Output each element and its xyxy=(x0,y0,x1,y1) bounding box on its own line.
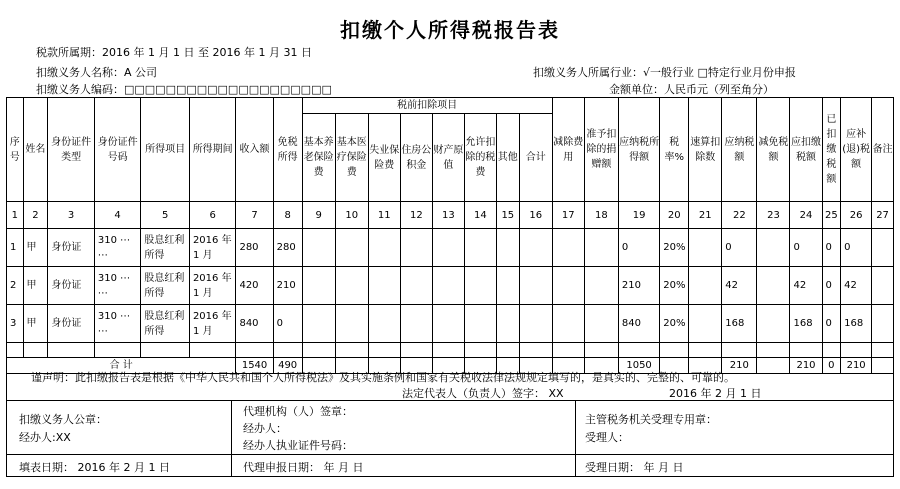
table-cell xyxy=(872,343,894,358)
withholder-code: 扣缴义务人编码：□□□□□□□□□□□□□□□□□□□□ xyxy=(36,83,332,96)
cell-exempt: 0 xyxy=(273,305,302,343)
declaration-area xyxy=(6,367,894,401)
cell-tax: 168 xyxy=(722,305,757,343)
cell-id-type: 身份证 xyxy=(48,229,95,267)
cell-withhold: 42 xyxy=(790,267,822,305)
form-title: 扣缴个人所得税报告表 xyxy=(340,18,560,42)
total-tax: 210 xyxy=(722,358,757,374)
table-cell xyxy=(464,267,496,305)
table-cell xyxy=(335,267,368,305)
table-cell xyxy=(757,267,790,305)
table-cell xyxy=(519,267,552,305)
table-cell xyxy=(584,305,618,343)
table-cell xyxy=(335,229,368,267)
withholder-industry: 扣缴义务人所属行业：√一般行业 □特定行业月份申报 xyxy=(533,66,796,79)
table-cell xyxy=(689,343,722,358)
column-number: 19 xyxy=(618,202,659,229)
table-cell xyxy=(368,305,400,343)
cell-taxable: 840 xyxy=(618,305,659,343)
table-cell xyxy=(552,343,584,358)
total-income: 1540 xyxy=(236,358,273,374)
table-cell xyxy=(757,343,790,358)
table-cell xyxy=(496,305,519,343)
cell-tax: 0 xyxy=(722,229,757,267)
total-label: 合 计 xyxy=(7,358,236,374)
table-cell xyxy=(584,343,618,358)
table-cell xyxy=(790,343,822,358)
column-number: 4 xyxy=(94,202,141,229)
table-cell xyxy=(302,343,335,358)
table-cell xyxy=(236,343,273,358)
cell-taxable: 0 xyxy=(618,229,659,267)
column-number: 20 xyxy=(660,202,689,229)
table-cell xyxy=(552,305,584,343)
column-number: 23 xyxy=(757,202,790,229)
table-cell xyxy=(757,305,790,343)
legal-rep-signature: 法定代表人（负责人）签字： XX xyxy=(402,387,564,400)
total-exempt: 490 xyxy=(273,358,302,374)
table-cell xyxy=(464,229,496,267)
withholder-seal: 扣缴义务人公章： xyxy=(19,413,107,426)
table-cell xyxy=(689,305,722,343)
column-header: 序号 xyxy=(7,98,24,202)
cell-id-no: 310 ⋯ ⋯ xyxy=(94,305,141,343)
table-cell xyxy=(432,343,464,358)
column-number: 12 xyxy=(400,202,432,229)
date-area xyxy=(6,455,894,477)
table-cell xyxy=(689,267,722,305)
cell-seq: 2 xyxy=(7,267,24,305)
column-header: 准予扣除的捐赠额 xyxy=(584,98,618,202)
table-cell xyxy=(757,229,790,267)
column-number: 16 xyxy=(519,202,552,229)
column-header: 速算扣除数 xyxy=(689,98,722,202)
cell-tax: 42 xyxy=(722,267,757,305)
cell-exempt: 280 xyxy=(273,229,302,267)
column-number: 18 xyxy=(584,202,618,229)
column-header: 基本养老保险费 xyxy=(302,114,335,202)
cell-paid: 0 xyxy=(822,305,841,343)
cell-name: 甲 xyxy=(23,267,48,305)
table-cell xyxy=(660,343,689,358)
total-taxable: 1050 xyxy=(618,358,659,374)
cell-paid: 0 xyxy=(822,229,841,267)
agency-date: 代理申报日期： 年 月 日 xyxy=(243,461,364,474)
table-cell xyxy=(464,343,496,358)
column-header: 基本医疗保险费 xyxy=(335,114,368,202)
column-number: 27 xyxy=(872,202,894,229)
column-number: 9 xyxy=(302,202,335,229)
authority-receiver: 受理人： xyxy=(585,431,629,444)
table-cell xyxy=(519,343,552,358)
table-cell xyxy=(519,229,552,267)
table-cell xyxy=(618,343,659,358)
cell-name: 甲 xyxy=(23,305,48,343)
declaration-text: 谨声明：此扣缴报告表是根据《中华人民共和国个人所得税法》及其实施条例和国家有关税收法律法规规定填写的，是真实的、完整的、可靠的。 xyxy=(31,371,735,384)
column-number: 22 xyxy=(722,202,757,229)
table-cell xyxy=(552,229,584,267)
table-cell xyxy=(302,229,335,267)
cell-due: 168 xyxy=(841,305,872,343)
table-cell xyxy=(496,229,519,267)
table-cell xyxy=(841,343,872,358)
table-cell xyxy=(368,267,400,305)
fill-date: 填表日期： 2016 年 2 月 1 日 xyxy=(19,461,170,474)
table-cell xyxy=(94,343,141,358)
total-due: 210 xyxy=(841,358,872,374)
column-header: 所得期间 xyxy=(189,98,236,202)
currency-unit: 金额单位：人民币元（列至角分） xyxy=(609,83,774,96)
cell-period: 2016 年 1 月 xyxy=(189,229,236,267)
withholder-name: 扣缴义务人名称：A 公司 xyxy=(36,66,158,79)
table-cell xyxy=(722,343,757,358)
column-number: 5 xyxy=(141,202,190,229)
column-header: 姓名 xyxy=(23,98,48,202)
cell-item: 股息红利所得 xyxy=(141,229,190,267)
table-cell xyxy=(400,229,432,267)
column-number: 8 xyxy=(273,202,302,229)
table-cell xyxy=(872,267,894,305)
cell-withhold: 168 xyxy=(790,305,822,343)
total-paid: 0 xyxy=(822,358,841,374)
column-number: 7 xyxy=(236,202,273,229)
table-row xyxy=(7,267,894,305)
column-header: 应扣缴税额 xyxy=(790,98,822,202)
table-cell xyxy=(400,305,432,343)
cell-name: 甲 xyxy=(23,229,48,267)
agency-handler: 经办人： xyxy=(243,422,287,435)
table-cell xyxy=(189,343,236,358)
table-cell xyxy=(273,343,302,358)
column-number: 11 xyxy=(368,202,400,229)
cell-id-no: 310 ⋯ ⋯ xyxy=(94,229,141,267)
tax-period: 税款所属期：2016 年 1 月 1 日 至 2016 年 1 月 31 日 xyxy=(36,46,312,59)
column-header: 合计 xyxy=(519,114,552,202)
column-header: 收入额 xyxy=(236,98,273,202)
cell-rate: 20% xyxy=(660,267,689,305)
column-header: 身份证件号码 xyxy=(94,98,141,202)
column-header: 减免税额 xyxy=(757,98,790,202)
table-cell xyxy=(552,267,584,305)
cell-item: 股息红利所得 xyxy=(141,267,190,305)
table-cell xyxy=(432,305,464,343)
authority-seal: 主管税务机关受理专用章： xyxy=(585,413,717,426)
table-cell xyxy=(48,343,95,358)
table-cell xyxy=(496,343,519,358)
table-cell xyxy=(302,305,335,343)
table-cell xyxy=(23,343,48,358)
table-cell xyxy=(872,305,894,343)
cell-period: 2016 年 1 月 xyxy=(189,305,236,343)
column-header: 身份证件类型 xyxy=(48,98,95,202)
column-number: 15 xyxy=(496,202,519,229)
signature-area xyxy=(6,401,894,455)
table-cell xyxy=(432,229,464,267)
column-number: 13 xyxy=(432,202,464,229)
table-cell xyxy=(519,305,552,343)
cell-income: 840 xyxy=(236,305,273,343)
column-header: 备注 xyxy=(872,98,894,202)
cell-rate: 20% xyxy=(660,229,689,267)
column-number: 25 xyxy=(822,202,841,229)
column-header: 应纳税所得额 xyxy=(618,98,659,202)
cell-item: 股息红利所得 xyxy=(141,305,190,343)
agency-cert: 经办人执业证件号码： xyxy=(243,439,353,452)
table-cell xyxy=(432,267,464,305)
column-header: 已扣缴税额 xyxy=(822,98,841,202)
cell-exempt: 210 xyxy=(273,267,302,305)
accept-date: 受理日期： 年 月 日 xyxy=(585,461,684,474)
column-header: 应补(退)税额 xyxy=(841,98,872,202)
column-number: 10 xyxy=(335,202,368,229)
table-cell xyxy=(302,267,335,305)
table-cell xyxy=(872,229,894,267)
column-number: 26 xyxy=(841,202,872,229)
table-cell xyxy=(400,343,432,358)
column-header: 财产原值 xyxy=(432,114,464,202)
table-row xyxy=(7,229,894,267)
legal-rep-date: 2016 年 2 月 1 日 xyxy=(669,387,762,400)
cell-id-type: 身份证 xyxy=(48,267,95,305)
table-row xyxy=(7,305,894,343)
column-header: 失业保险费 xyxy=(368,114,400,202)
column-number: 3 xyxy=(48,202,95,229)
column-header: 减除费用 xyxy=(552,98,584,202)
column-header: 应纳税额 xyxy=(722,98,757,202)
column-header: 其他 xyxy=(496,114,519,202)
cell-id-type: 身份证 xyxy=(48,305,95,343)
column-number: 24 xyxy=(790,202,822,229)
table-cell xyxy=(822,343,841,358)
column-header: 住房公积金 xyxy=(400,114,432,202)
table-cell xyxy=(584,229,618,267)
table-cell xyxy=(496,267,519,305)
table-cell xyxy=(335,305,368,343)
table-cell xyxy=(7,343,24,358)
column-number: 6 xyxy=(189,202,236,229)
total-withhold: 210 xyxy=(790,358,822,374)
table-cell xyxy=(689,229,722,267)
column-number: 1 xyxy=(7,202,24,229)
column-header: 免税所得 xyxy=(273,98,302,202)
table-cell xyxy=(368,229,400,267)
cell-withhold: 0 xyxy=(790,229,822,267)
cell-seq: 1 xyxy=(7,229,24,267)
column-number: 14 xyxy=(464,202,496,229)
table-cell xyxy=(584,267,618,305)
agency-seal: 代理机构（人）签章： xyxy=(243,405,353,418)
cell-seq: 3 xyxy=(7,305,24,343)
cell-due: 42 xyxy=(841,267,872,305)
table-cell xyxy=(368,343,400,358)
cell-income: 420 xyxy=(236,267,273,305)
tax-report-table xyxy=(6,97,894,374)
header-pretax-deductions: 税前扣除项目 xyxy=(302,98,552,114)
column-header: 允许扣除的税费 xyxy=(464,114,496,202)
cell-taxable: 210 xyxy=(618,267,659,305)
table-cell xyxy=(141,343,190,358)
table-cell xyxy=(335,343,368,358)
column-number: 21 xyxy=(689,202,722,229)
column-header: 税率% xyxy=(660,98,689,202)
cell-rate: 20% xyxy=(660,305,689,343)
cell-due: 0 xyxy=(841,229,872,267)
column-number: 17 xyxy=(552,202,584,229)
withholder-handler: 经办人:XX xyxy=(19,431,71,444)
cell-paid: 0 xyxy=(822,267,841,305)
cell-income: 280 xyxy=(236,229,273,267)
column-header: 所得项目 xyxy=(141,98,190,202)
table-cell xyxy=(464,305,496,343)
column-number: 2 xyxy=(23,202,48,229)
table-cell xyxy=(400,267,432,305)
cell-id-no: 310 ⋯ ⋯ xyxy=(94,267,141,305)
cell-period: 2016 年 1 月 xyxy=(189,267,236,305)
